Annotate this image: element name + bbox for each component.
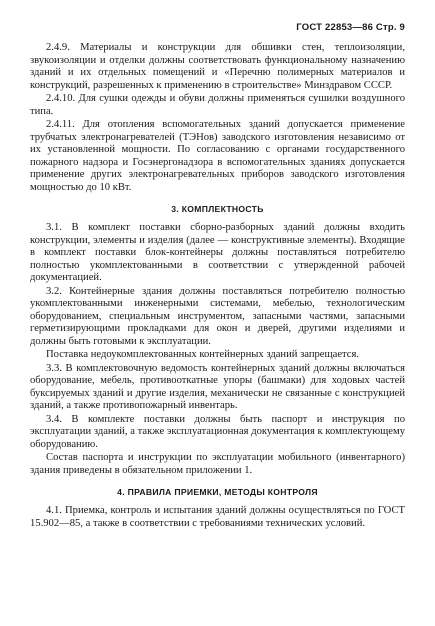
section-4-title: 4. ПРАВИЛА ПРИЕМКИ, МЕТОДЫ КОНТРОЛЯ (117, 487, 318, 497)
paragraph-4-1: 4.1. Приемка, контроль и испытания зданий должны осуществляться по ГОСТ 15.902—85, а также в соответствии с требованиями технических условий. (30, 505, 405, 529)
paragraph-2-4-10: 2.4.10. Для сушки одежды и обуви должны применяться сушилки воздушного типа. (30, 93, 405, 117)
paragraph-2-4-9: 2.4.9. Материалы и конструкции для обшивки стен, теплоизоляции, звукоизоляции и отделки должны соответствовать функциональному назначению зданий и их отдельных помещений и «Перечню полимерных материалов и конструкций, разрешенных к применению в строительстве» Минздравом СССР. (30, 42, 405, 91)
paragraph-3-2: 3.2. Контейнерные здания должны поставляться потребителю полностью укомплектованными инженерными системами, мебелью, технологическим оборудованием, специальным инструментом, запасными частями, запасными герметизирующими прокладками для окон и дверей, другими изделиями и должны быть готовыми к эксплуатации. (30, 285, 405, 347)
paragraph-3-2-note: Поставка недоукомплектованных контейнерных зданий запрещается. (46, 349, 360, 360)
section-3-title: 3. КОМПЛЕКТНОСТЬ (171, 204, 264, 214)
page-header: ГОСТ 22853—86 Стр. 9 (296, 22, 405, 33)
paragraph-3-1: 3.1. В комплект поставки сборно-разборных зданий должны входить конструкции, элементы и изделия (далее — конструктивные элементы). Входящие в комплект поставки блок-контейнеры должны поставляться потребителю полностью укомплектованными в соответствии с утвержденной рабочей документацией. (30, 222, 405, 283)
paragraph-3-4-note: Состав паспорта и инструкции по эксплуатации мобильного (инвентарного) здания приведены в обязательном приложении 1. (30, 452, 405, 476)
paragraph-3-4: 3.4. В комплекте поставки должны быть паспорт и инструкция по эксплуатации зданий, а также эксплуатационная документация к комплектующему оборудованию. (30, 413, 405, 450)
paragraph-2-4-11: 2.4.11. Для отопления вспомогательных зданий допускается применение трубчатых электронагревателей (ТЭНов) заводского изготовления независимо от их установленной мощности. По согласованию с органами государственного пожарного надзора и Госэнергонадзора в вспомогательных зданиях допускается применение других электронагревательных приборов заводского изготовления мощностью до 10 кВт. (30, 119, 405, 193)
section-4 (30, 487, 405, 530)
paragraph-3-3: 3.3. В комплектовочную ведомость контейнерных зданий должны включаться оборудование, мебель, противооткатные упоры (башмаки) для ходовых частей буксируемых зданий и другие изделия, механически не связанные с конструкцией зданий, а также противопожарный инвентарь. (30, 362, 405, 411)
section-3 (30, 204, 405, 477)
section-2-continuation (30, 42, 405, 194)
